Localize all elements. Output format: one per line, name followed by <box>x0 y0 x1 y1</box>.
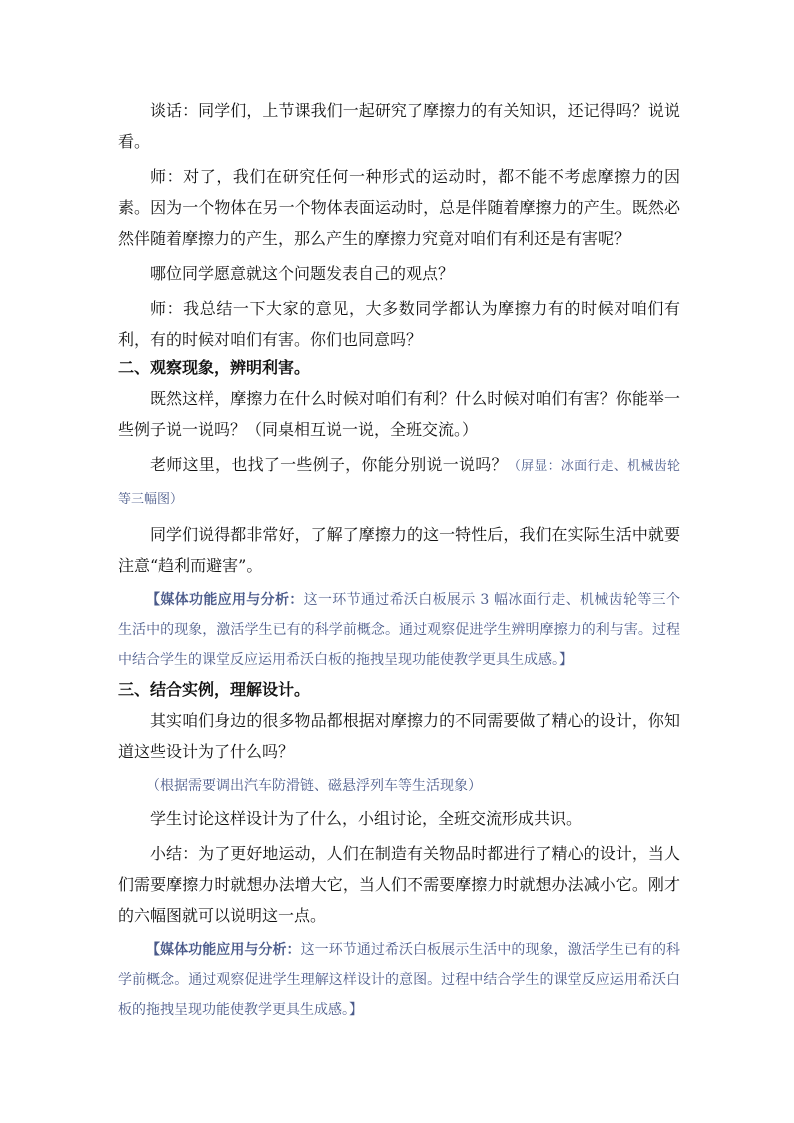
paragraph-conversation: 谈话：同学们，上节课我们一起研究了摩擦力的有关知识，还记得吗？说说看。 <box>118 101 680 151</box>
screen-display-note: （屏显：冰面行走、机械齿轮等三幅图） <box>118 459 680 507</box>
paragraph-teacher-examples-text: 老师这里，也找了一些例子，你能分别说一说吗？ <box>150 455 508 474</box>
document-page <box>118 95 680 1027</box>
media-analysis-label-1: 【媒体功能应用与分析： <box>146 592 304 608</box>
paragraph-summary-1: 同学们说得都非常好，了解了摩擦力的这一特性后，我们在实际生活中就要注意“趋利而避害”。 <box>118 525 680 575</box>
paragraph-teacher-2: 师：我总结一下大家的意见，大多数同学都认为摩擦力有的时候对咱们有利，有的时候对咱们有害。你们也同意吗？ <box>118 299 680 349</box>
media-analysis-label-2: 【媒体功能应用与分析： <box>146 942 301 958</box>
media-analysis-note-2 <box>118 935 680 1025</box>
paragraph-question: 哪位同学愿意就这个问题发表自己的观点？ <box>150 264 455 283</box>
media-analysis-text-1: 这一环节通过希沃白板展示 3 幅冰面行走、机械齿轮等三个生活中的现象，激活学生已有的科学前概念。通过观察促进学生辨明摩擦力的利与害。过程中结合学生的课堂反应运用希沃白板的拖拽呈现功能使教学更具生成感。】 <box>118 592 680 668</box>
paragraph-examples-note: （根据需要调出汽车防滑链、磁悬浮列车等生活现象） <box>146 778 482 794</box>
section-heading-3: 三、结合实例，理解设计。 <box>118 680 311 699</box>
paragraph-teacher-1: 师：对了，我们在研究任何一种形式的运动时，都不能不考虑摩擦力的因素。因为一个物体在另一个物体表面运动时，总是伴随着摩擦力的产生。既然必然伴随着摩擦力的产生，那么产生的摩擦力究竟对咱们有利还是有害呢？ <box>118 167 680 248</box>
media-analysis-note-1 <box>118 585 680 675</box>
paragraph-examples: 既然这样，摩擦力在什么时候对咱们有利？什么时候对咱们有害？你能举一些例子说一说吗？（同桌相互说一说，全班交流。） <box>118 389 680 439</box>
paragraph-design: 其实咱们身边的很多物品都根据对摩擦力的不同需要做了精心的设计，你知道这些设计为了什么吗？ <box>118 711 680 761</box>
paragraph-discussion: 学生讨论这样设计为了什么，小组讨论，全班交流形成共识。 <box>150 809 583 828</box>
section-heading-2: 二、观察现象，辨明利害。 <box>118 358 311 377</box>
media-analysis-text-2: 这一环节通过希沃白板展示生活中的现象，激活学生已有的科学前概念。通过观察促进学生理解这样设计的意图。过程中结合学生的课堂反应运用希沃白板的拖拽呈现功能使教学更具生成感。】 <box>118 942 681 1018</box>
paragraph-teacher-examples <box>118 449 680 515</box>
paragraph-conclusion: 小结：为了更好地运动，人们在制造有关物品时都进行了精心的设计，当人们需要摩擦力时就想办法增大它，当人们不需要摩擦力时就想办法减小它。刚才的六幅图就可以说明这一点。 <box>118 844 680 925</box>
